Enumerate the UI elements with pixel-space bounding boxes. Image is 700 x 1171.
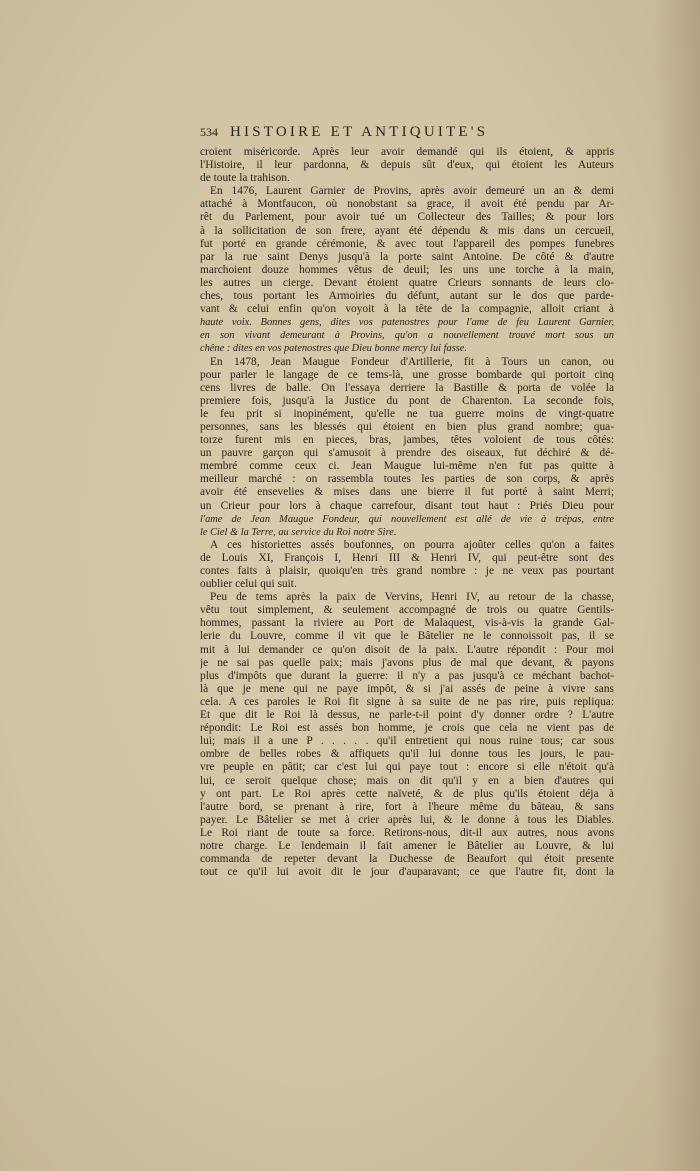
text-block [200,124,614,879]
page-body [200,146,614,879]
text-line: meilleur marché : on rassembla toutes les parties de son corps, & après [200,473,614,486]
page-header [200,124,614,146]
text-line: l'Histoire, il leur pardonna, & depuis sût d'eux, qui étoient les Auteurs [200,159,614,172]
paragraph [200,591,614,879]
text-line: torze furent mis en pieces, bras, jambes, têtes voloient de tous côtés: [200,434,614,447]
text-line: y ont part. Le Roi après cette naïveté, & de plus qu'ils étoient déja à [200,787,614,800]
text-line: Et que dit le Roi là dessus, ne parle-t-il point d'y donner ordre ? L'autre [200,709,614,722]
text-line: croient miséricorde. Après leur avoir demandé qui ils étoient, & appris [200,146,614,158]
text-line: les autres un cierge. Devant étoient quatre Crieurs sonnants de leurs clo- [200,276,614,289]
text-line: lui; mais il a une P . . . . . qu'il entretient qui nous ruine tous; car sous [200,735,614,748]
text-line: rêt du Parlement, pour avoir tué un Collecteur des Tailles; & pour lors [200,211,614,224]
text-line: l'ame de Jean Maugue Fondeur, qui nouvellement est allé de vie à trépas, entre [200,513,614,525]
text-line: mit à lui demander ce qu'on disoit de la paix. L'autre répondit : Pour moi [200,643,614,656]
text-line: hommes, passant la riviere au Port de Malaquest, vis-à-vis la grande Gal- [200,617,614,630]
text-line: En 1478, Jean Maugue Fondeur d'Artillerie, fit à Tours un canon, ou [210,355,614,368]
page-edge-shadow [654,0,700,1171]
paragraph [200,539,614,591]
text-line: de toute la trahison. [200,172,290,185]
text-line: Peu de tems après la paix de Vervins, Henri IV, au retour de la chasse, [210,591,614,604]
text-line: haute voix. Bonnes gens, dites vos patenostres pour l'ame de feu Laurent Garnier, [200,317,614,329]
text-line: commanda de repeter devant la Duchesse de Beaufort qui étoit presente [200,853,614,866]
text-line: lui, ce seroit quelque chose; mais on dit qu'il y en a bien d'autres qui [200,774,614,787]
text-line: attaché à Montfaucon, où nonobstant sa grace, il avoit été pendu par Ar- [200,198,614,211]
text-line: vêtu tout simplement, & seulement accompagné de trois ou quatre Gentils- [200,604,614,617]
text-line: vre peuple en pâtit; car c'est lui qui paye tout : encore si elle n'étoit qu'à [200,761,614,774]
text-line: ches, tous portant les Armoiries du défunt, autant sur le dos que parde- [200,290,614,303]
text-line: le Ciel & la Terre, au service du Roi notre Sire. [200,526,397,538]
text-line: de Louis XI, François I, Henri III & Henri IV, qui peut-être sont des [200,551,614,564]
text-line: un Crieur pour lors à chaque carrefour, disant tout haut : Priés Dieu pour [200,499,614,512]
text-line: contes faits à plaisir, quoiqu'en très grand nombre : je ne veux pas pourtant [200,565,614,577]
text-line: là que je mene qui ne paye impôt, & si j'ai assés de peine à vivre sans [200,682,614,695]
text-line: répondit: Le Roi est assés bon homme, je crois que cela ne vient pas de [200,722,614,735]
text-line: par la rue saint Denys jusqu'à la porte saint Antoine. De côté & d'autre [200,250,614,263]
text-line: Le Roi riant de toute sa force. Retirons-nous, dit-il aux autres, nous avons [200,826,614,839]
text-line: cela. A ces paroles le Roi fit signe à sa suite de ne pas rire, puis repliqua: [200,695,614,708]
running-title: HISTOIRE ET ANTIQUITE'S [230,124,489,140]
text-line: pour parler le langage de ce tems-là, une grosse bombarde qui portoit cinq [200,368,614,381]
paragraph [200,185,614,355]
page-number: 534 [200,125,218,139]
text-line: je ne sai pas quelle paix; mais j'avons plus de mal que devant, & payons [200,656,614,669]
text-line: premiere fois, jusqu'à la Justice du pont de Charenton. La seconde fois, [200,394,614,407]
text-line: tout ce qu'il lui avoit dit le jour d'auparavant; ce que l'autre fit, dont la [200,866,614,879]
text-line: membré comme ceux ci. Jean Maugue lui-même n'en fut pas quitte à [200,460,614,473]
paragraph [200,146,614,185]
text-line: En 1476, Laurent Garnier de Provins, après avoir demeuré un an & demi [210,185,614,198]
text-line: lerie du Louvre, comme il vit que le Bâtelier ne le connoissoit pas, il se [200,630,614,643]
text-line: payer. Le Bâtelier se met à crier après lui, & le donne à tous les Diables. [200,813,614,826]
text-line: à la sollicitation de son frere, ayant été dépendu & mis dans un cercueil, [200,224,614,237]
text-line: marchoient douze hommes vêtus de deuil; les uns une torche à la main, [200,263,614,276]
text-line: oublier celui qui suit. [200,578,297,591]
text-line: en son vivant demeurant à Provins, qu'on a nouvellement trouvé mort sous un [200,330,614,342]
text-line: plus d'impôts que durant la guerre: il n'y a pas jusqu'à ce méchant bachot- [200,669,614,682]
text-line: avoir été ensevelies & mises dans une bierre il fut porté à saint Merri; [200,486,614,499]
text-line: chêne : dites en vos patenostres que Dieu bonne mercy lui fasse. [200,343,468,355]
text-line: vant & celui enfin qu'on voyoit à la tête de la compagnie, alloit criant à [200,303,614,316]
paragraph [200,356,614,539]
text-line: cens livres de balle. On l'essaya derriere la Bastille & porta de volée la [200,381,614,394]
text-line: personnes, sans les blessés qui étoient en bien plus grand nombre; qua- [200,420,614,433]
text-line: fut porté en grande cérémonie, & avec tout l'appareil des pompes funebres [200,237,614,250]
text-line: A ces historiettes assés boufonnes, on pourra ajoûter celles qu'on a faites [210,538,614,551]
text-line: un pauvre garçon qui s'amusoit à prendre des oiseaux, fut déchiré & dé- [200,447,614,460]
text-line: le feu prit si inopinément, qu'elle ne tua guerre moins de vingt-quatre [200,407,614,420]
text-line: ombre de belles robes & affiquets qu'il lui donne tous les jours, le pau- [200,748,614,761]
text-line: notre charge. Le lendemain il fait amener le Bâtelier au Louvre, & lui [200,839,614,852]
text-line: l'autre bord, se prenant à rire, fort à l'heure même du bâteau, & sans [200,800,614,813]
